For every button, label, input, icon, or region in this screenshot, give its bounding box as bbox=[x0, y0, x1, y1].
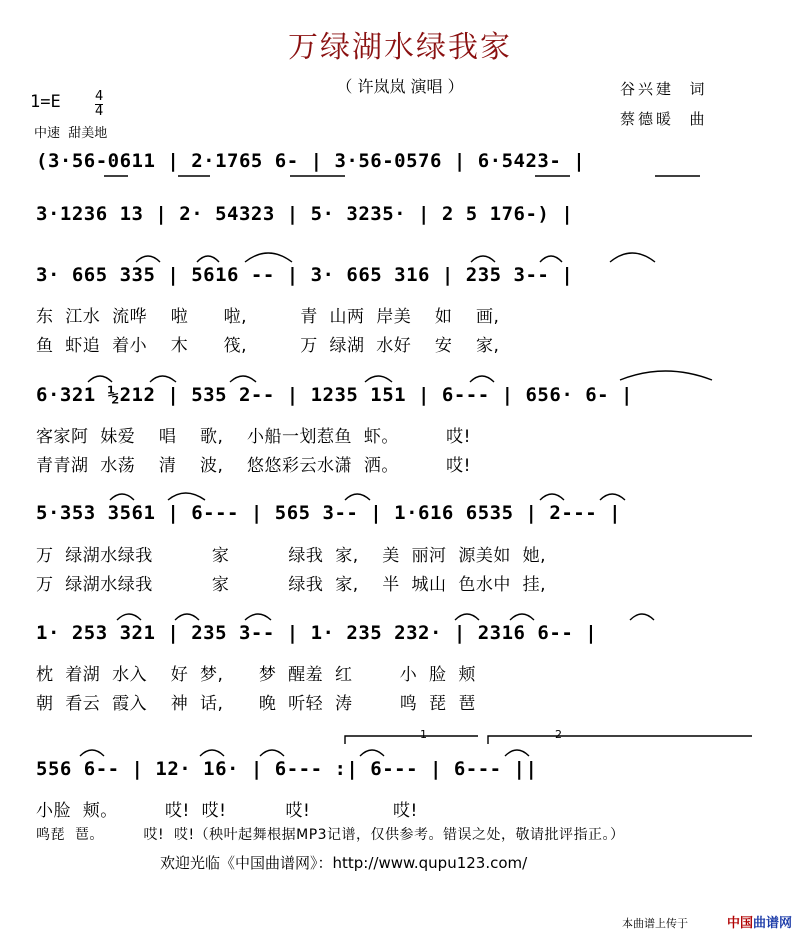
notation-row: 3·1236 13 | 2· 54323 | 5· 3235· | 2 5 176-) | bbox=[36, 203, 574, 225]
lyric-line: 万 绿湖水绿我 家 绿我 家, 美 丽河 源美如 她, bbox=[36, 546, 547, 566]
score-title: 万绿湖水绿我家 bbox=[288, 30, 512, 65]
notation-row: 556 6-- | 12· 16· | 6--- :| 6--- | 6--- || bbox=[36, 758, 538, 780]
lyric-line: 鸣琵 琶。 哎! 哎!（秧叶起舞根据MP3记谱，仅供参考。错误之处，敬请批评指正。） bbox=[36, 827, 625, 843]
lyric-line: 枕 着湖 水入 好 梦, 梦 醒羞 红 小 脸 颊 bbox=[36, 665, 476, 685]
time-signature-bottom: 4 bbox=[95, 104, 104, 119]
notation-row: 6·321 ½212 | 535 2-- | 1235 151 | 6--- | 656· 6- | bbox=[36, 384, 633, 406]
site-logo bbox=[727, 912, 792, 931]
notation-row: 3· 665 335 | 5616 -- | 3· 665 316 | 235 3-- | bbox=[36, 264, 574, 286]
lyric-line: 朝 看云 霞入 神 话, 晚 听轻 涛 鸣 琵 琶 bbox=[36, 694, 476, 714]
time-signature bbox=[95, 90, 103, 119]
site-logo-cn: 中国 bbox=[726, 916, 753, 931]
notation-row: (3·56-0611 | 2·1765 6- | 3·56-0576 | 6·5423- | bbox=[36, 150, 586, 172]
lyric-line: 青青湖 水荡 清 波, 悠悠彩云水潇 洒。 哎! bbox=[36, 456, 471, 476]
notation-row: 1· 253 321 | 235 3-- | 1· 235 232· | 2316 6-- | bbox=[36, 622, 598, 644]
volta-first-label: 1 bbox=[420, 728, 427, 741]
time-signature-top: 4 bbox=[95, 89, 104, 104]
notation-row: 5·353 3561 | 6--- | 565 3-- | 1·616 6535 | 2--- | bbox=[36, 502, 622, 524]
lyric-line: 客家阿 妹爱 唱 歌, 小船一划惹鱼 虾。 哎! bbox=[36, 427, 471, 447]
lyric-line: 小脸 颊。 哎! 哎! 哎! 哎! bbox=[36, 801, 418, 821]
key-signature: 1=E bbox=[30, 92, 61, 112]
upload-note: 本曲谱上传于 bbox=[622, 917, 688, 930]
volta-second-label: 2 bbox=[555, 728, 562, 741]
singer-credit: （ 许岚岚 演唱 ） bbox=[336, 77, 464, 96]
tempo-marking: 中速 甜美地 bbox=[34, 126, 108, 141]
site-logo-blue: 曲谱网 bbox=[752, 916, 792, 931]
lyric-line: 鱼 虾追 着小 木 筏, 万 绿湖 水好 安 家, bbox=[36, 336, 500, 356]
welcome-footer: 欢迎光临《中国曲谱网》：http://www.qupu123.com/ bbox=[160, 854, 528, 872]
lyric-line: 万 绿湖水绿我 家 绿我 家, 半 城山 色水中 挂, bbox=[36, 575, 547, 595]
lyric-line: 东 江水 流哗 啦 啦, 青 山两 岸美 如 画, bbox=[36, 307, 500, 327]
composer-credit: 蔡德暖 曲 bbox=[620, 110, 708, 128]
lyricist-credit: 谷兴建 词 bbox=[620, 80, 708, 98]
